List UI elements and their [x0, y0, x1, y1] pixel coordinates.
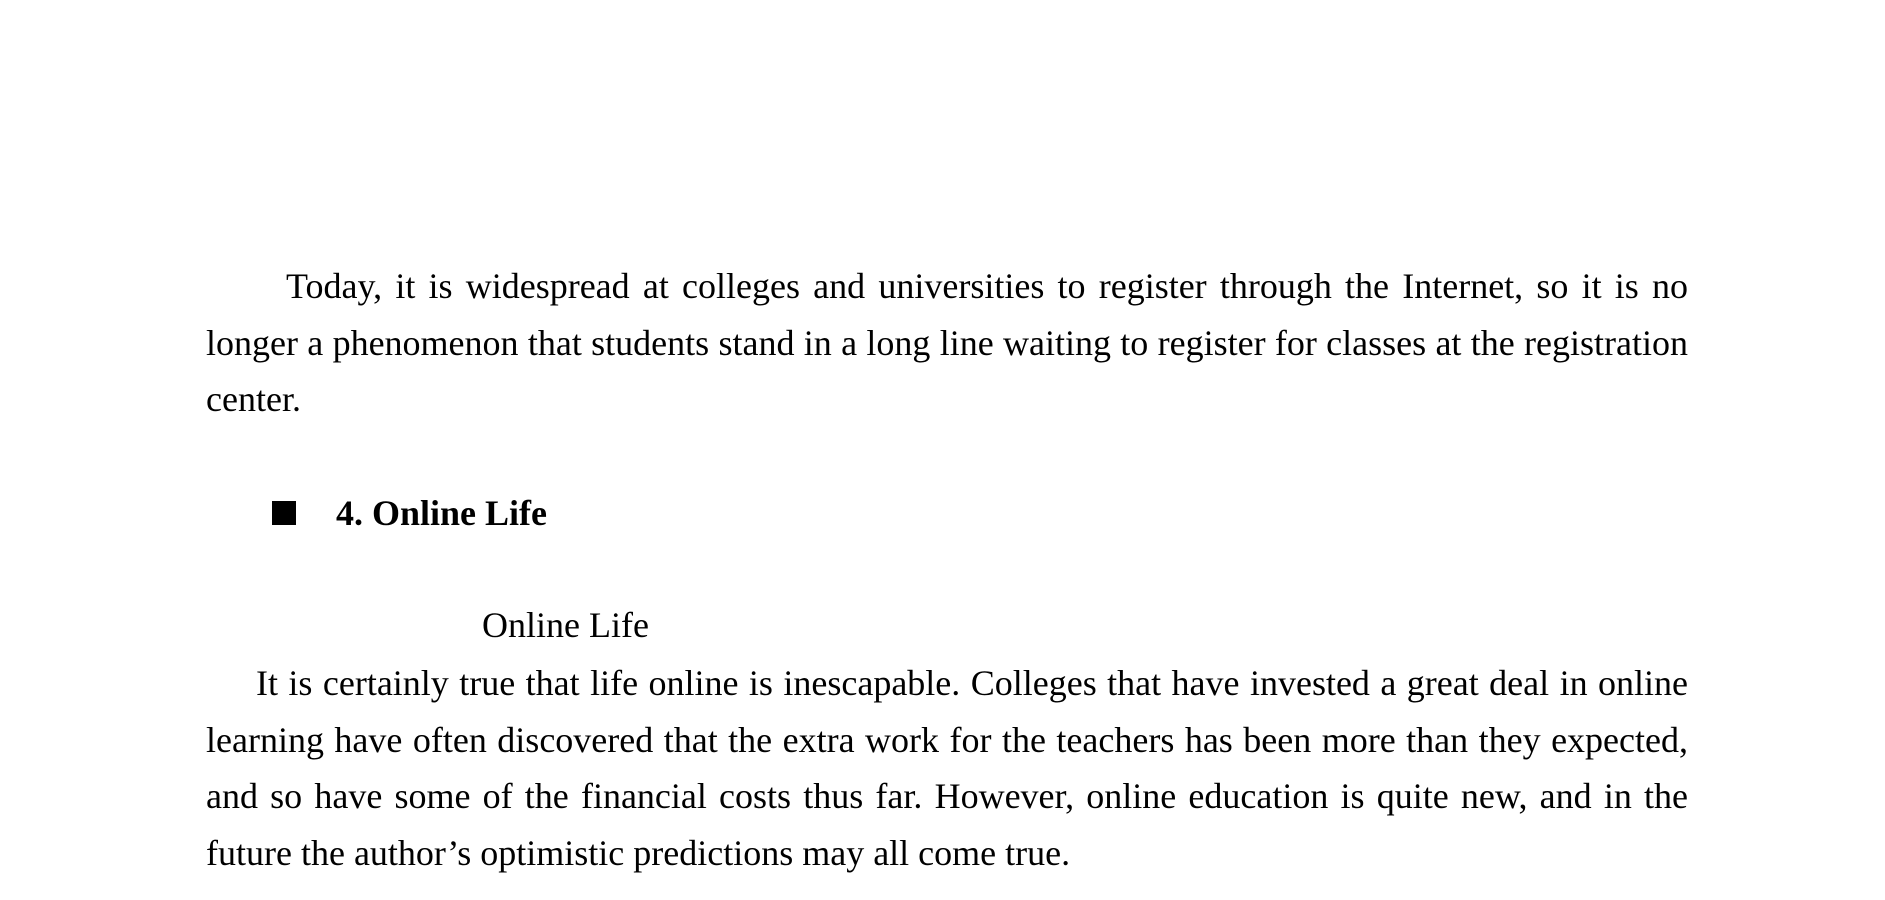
body-paragraph-registration: Today, it is widespread at colleges and universities to register through the Internet, so it is no longer a phenomenon that students stand in a long line waiting to register for classes at the registration center.: [206, 266, 1688, 419]
section-heading: [272, 489, 547, 537]
body-paragraph-online-life: It is certainly true that life online is inescapable. Colleges that have invested a great deal in online learning have often discovered that the extra work for the teachers has been more than they expected, and so have some of the financial costs thus far. However, online education is quite new, and in the future the author’s optimistic predictions may all come true.: [206, 663, 1688, 873]
essay-title: Online Life: [482, 605, 649, 645]
section-heading-text: 4. Online Life: [336, 493, 548, 533]
black-square-bullet-icon: [272, 501, 296, 525]
